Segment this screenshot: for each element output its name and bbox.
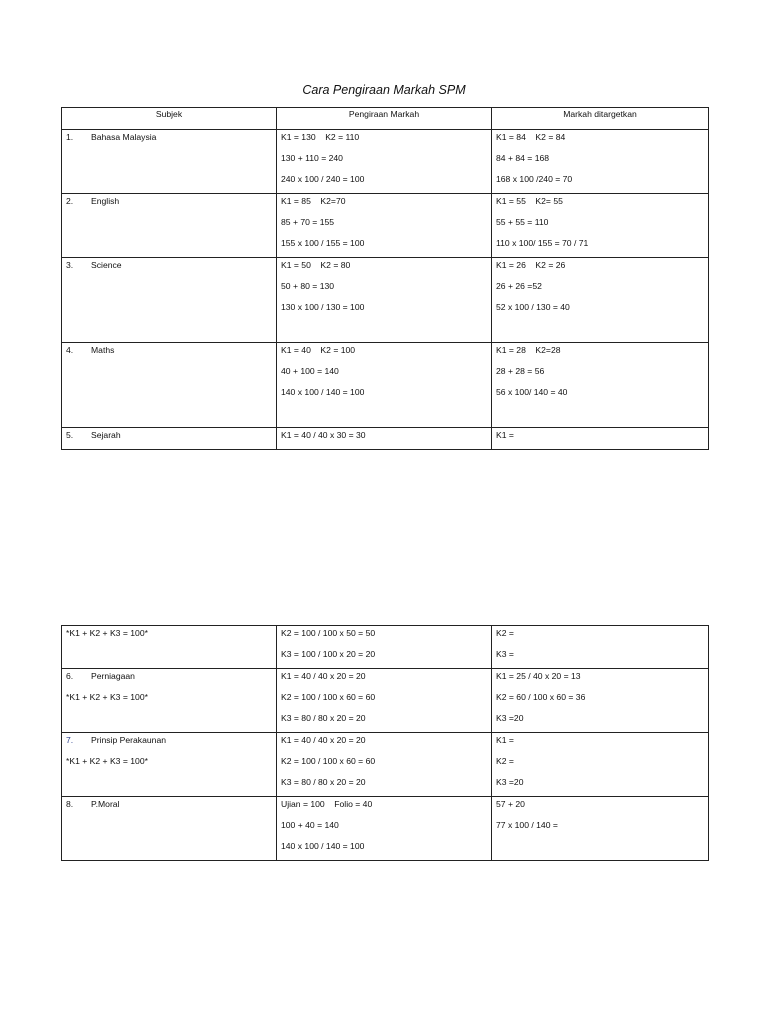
subject-name: Prinsip Perakaunan: [91, 735, 167, 745]
target-line: 26 + 26 =52: [496, 281, 542, 291]
target-line: K3 =: [496, 649, 514, 659]
subject-name: Sejarah: [91, 430, 121, 440]
calc-line: K2 = 100 / 100 x 60 = 60: [281, 692, 376, 702]
target-line: 52 x 100 / 130 = 40: [496, 302, 570, 312]
subject-name: English: [91, 196, 120, 206]
subject-cell: [62, 130, 277, 194]
calc-line: Ujian = 100 Folio = 40: [281, 799, 373, 809]
header-subjek: Subjek: [62, 108, 277, 130]
target-line: K1 = 84 K2 = 84: [496, 132, 566, 142]
calc-line: 140 x 100 / 140 = 100: [281, 387, 365, 397]
target-line: K3 =20: [496, 713, 524, 723]
row-number: 2.: [66, 196, 74, 206]
row-number: 3.: [66, 260, 74, 270]
row-number: 4.: [66, 345, 74, 355]
target-cell: [492, 669, 709, 733]
calc-line: 240 x 100 / 240 = 100: [281, 174, 365, 184]
table-row: [62, 194, 709, 258]
calc-line: K1 = 85 K2=70: [281, 196, 346, 206]
row-number: 1.: [66, 132, 74, 142]
target-line: K1 = 28 K2=28: [496, 345, 561, 355]
marks-table-1: [61, 107, 709, 450]
calc-line: 40 + 100 = 140: [281, 366, 339, 376]
target-cell: [492, 626, 709, 669]
target-line: 77 x 100 / 140 =: [496, 820, 558, 830]
header-markah-ditargetkan: Markah ditargetkan: [492, 108, 709, 130]
target-cell: [492, 130, 709, 194]
target-line: K1 =: [496, 735, 514, 745]
table-row: [62, 733, 709, 797]
calc-line: K3 = 100 / 100 x 20 = 20: [281, 649, 376, 659]
calc-line: K1 = 130 K2 = 110: [281, 132, 360, 142]
subject-cell: [62, 194, 277, 258]
subject-name: Bahasa Malaysia: [91, 132, 157, 142]
table-row: [62, 797, 709, 861]
target-line: 28 + 28 = 56: [496, 366, 545, 376]
target-line: K2 =: [496, 628, 514, 638]
subject-cell: [62, 428, 277, 450]
subject-name: Maths: [91, 345, 115, 355]
target-cell: [492, 733, 709, 797]
calc-cell: [277, 626, 492, 669]
subject-name: Perniagaan: [91, 671, 135, 681]
calc-line: K3 = 80 / 80 x 20 = 20: [281, 713, 366, 723]
header-pengiraan-markah: Pengiraan Markah: [277, 108, 492, 130]
calc-line: 50 + 80 = 130: [281, 281, 335, 291]
calc-cell: [277, 733, 492, 797]
subject-cell: [62, 343, 277, 428]
calc-line: K2 = 100 / 100 x 50 = 50: [281, 628, 376, 638]
subject-cell: [62, 626, 277, 669]
calc-line: 130 + 110 = 240: [281, 153, 343, 163]
marks-table-2: [61, 625, 709, 861]
row-number: 5.: [66, 430, 74, 440]
target-line: K2 =: [496, 756, 514, 766]
target-line: 56 x 100/ 140 = 40: [496, 387, 568, 397]
subject-cell: [62, 669, 277, 733]
table-header-row: [62, 108, 709, 130]
subject-name: Science: [91, 260, 122, 270]
calc-cell: [277, 428, 492, 450]
subject-cell: [62, 797, 277, 861]
calc-line: 155 x 100 / 155 = 100: [281, 238, 365, 248]
calc-cell: [277, 130, 492, 194]
calc-line: 140 x 100 / 140 = 100: [281, 841, 365, 851]
calc-line: K2 = 100 / 100 x 60 = 60: [281, 756, 376, 766]
calc-line: 85 + 70 = 155: [281, 217, 335, 227]
target-cell: [492, 797, 709, 861]
target-line: 168 x 100 /240 = 70: [496, 174, 573, 184]
calc-cell: [277, 194, 492, 258]
calc-line: K1 = 40 / 40 x 20 = 20: [281, 735, 366, 745]
calc-line: K1 = 40 K2 = 100: [281, 345, 356, 355]
calc-line: K1 = 40 / 40 x 20 = 20: [281, 671, 366, 681]
target-line: K3 =20: [496, 777, 524, 787]
formula-note: *K1 + K2 + K3 = 100*: [66, 692, 148, 702]
target-line: K1 = 25 / 40 x 20 = 13: [496, 671, 581, 681]
formula-note: *K1 + K2 + K3 = 100*: [66, 628, 148, 638]
calc-line: K1 = 40 / 40 x 30 = 30: [281, 430, 366, 440]
target-cell: [492, 428, 709, 450]
subject-cell: [62, 733, 277, 797]
row-number: 6.: [66, 671, 74, 681]
target-cell: [492, 194, 709, 258]
table-row: [62, 258, 709, 343]
target-line: 57 + 20: [496, 799, 525, 809]
target-line: 84 + 84 = 168: [496, 153, 550, 163]
subject-cell: [62, 258, 277, 343]
target-line: K1 = 26 K2 = 26: [496, 260, 566, 270]
row-number: 8.: [66, 799, 74, 809]
table-row: [62, 130, 709, 194]
row-number: 7.: [66, 735, 74, 745]
calc-cell: [277, 669, 492, 733]
table-row: [62, 428, 709, 450]
target-line: K2 = 60 / 100 x 60 = 36: [496, 692, 586, 702]
target-line: 110 x 100/ 155 = 70 / 71: [496, 238, 589, 248]
calc-line: 130 x 100 / 130 = 100: [281, 302, 365, 312]
formula-note: *K1 + K2 + K3 = 100*: [66, 756, 148, 766]
calc-line: K3 = 80 / 80 x 20 = 20: [281, 777, 366, 787]
calc-cell: [277, 343, 492, 428]
calc-cell: [277, 797, 492, 861]
target-cell: [492, 258, 709, 343]
table-row: [62, 669, 709, 733]
target-line: K1 =: [496, 430, 514, 440]
target-cell: [492, 343, 709, 428]
target-line: K1 = 55 K2= 55: [496, 196, 563, 206]
calc-cell: [277, 258, 492, 343]
calc-line: 100 + 40 = 140: [281, 820, 339, 830]
page-title: Cara Pengiraan Markah SPM: [302, 83, 466, 97]
target-line: 55 + 55 = 110: [496, 217, 549, 227]
table-row: [62, 626, 709, 669]
subject-name: P.Moral: [91, 799, 120, 809]
calc-line: K1 = 50 K2 = 80: [281, 260, 351, 270]
table-row: [62, 343, 709, 428]
